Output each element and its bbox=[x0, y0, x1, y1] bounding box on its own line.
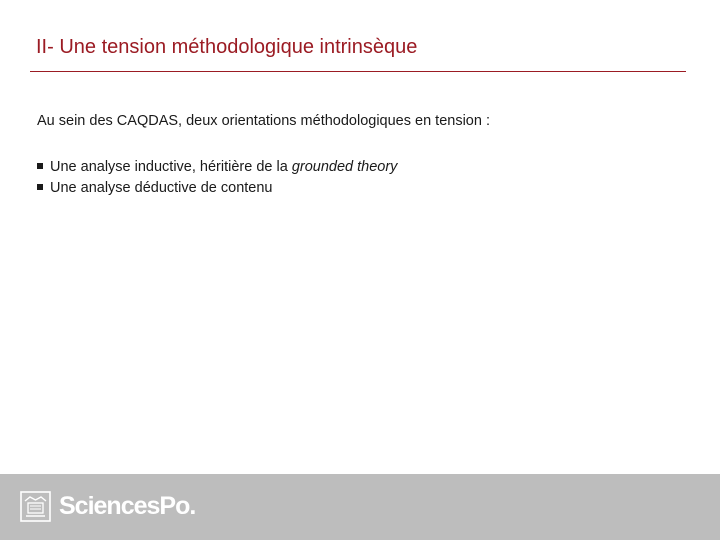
sciences-po-seal-icon bbox=[20, 491, 51, 522]
list-item-text: Une analyse inductive, héritière de la bbox=[50, 159, 292, 175]
list-item bbox=[37, 157, 397, 178]
footer-logo bbox=[20, 491, 195, 522]
bullet-list bbox=[37, 157, 397, 199]
title-divider bbox=[30, 71, 686, 72]
intro-text: Au sein des CAQDAS, deux orientations méthodologiques en tension : bbox=[37, 113, 490, 129]
list-item bbox=[37, 178, 397, 199]
footer-logo-text: SciencesPo. bbox=[59, 492, 196, 520]
slide-title: II- Une tension méthodologique intrinsèque bbox=[36, 36, 418, 58]
list-item-emphasis: grounded theory bbox=[291, 159, 398, 175]
square-bullet-icon bbox=[37, 184, 43, 190]
list-item-text: Une analyse déductive de contenu bbox=[50, 180, 273, 196]
square-bullet-icon bbox=[37, 163, 43, 169]
